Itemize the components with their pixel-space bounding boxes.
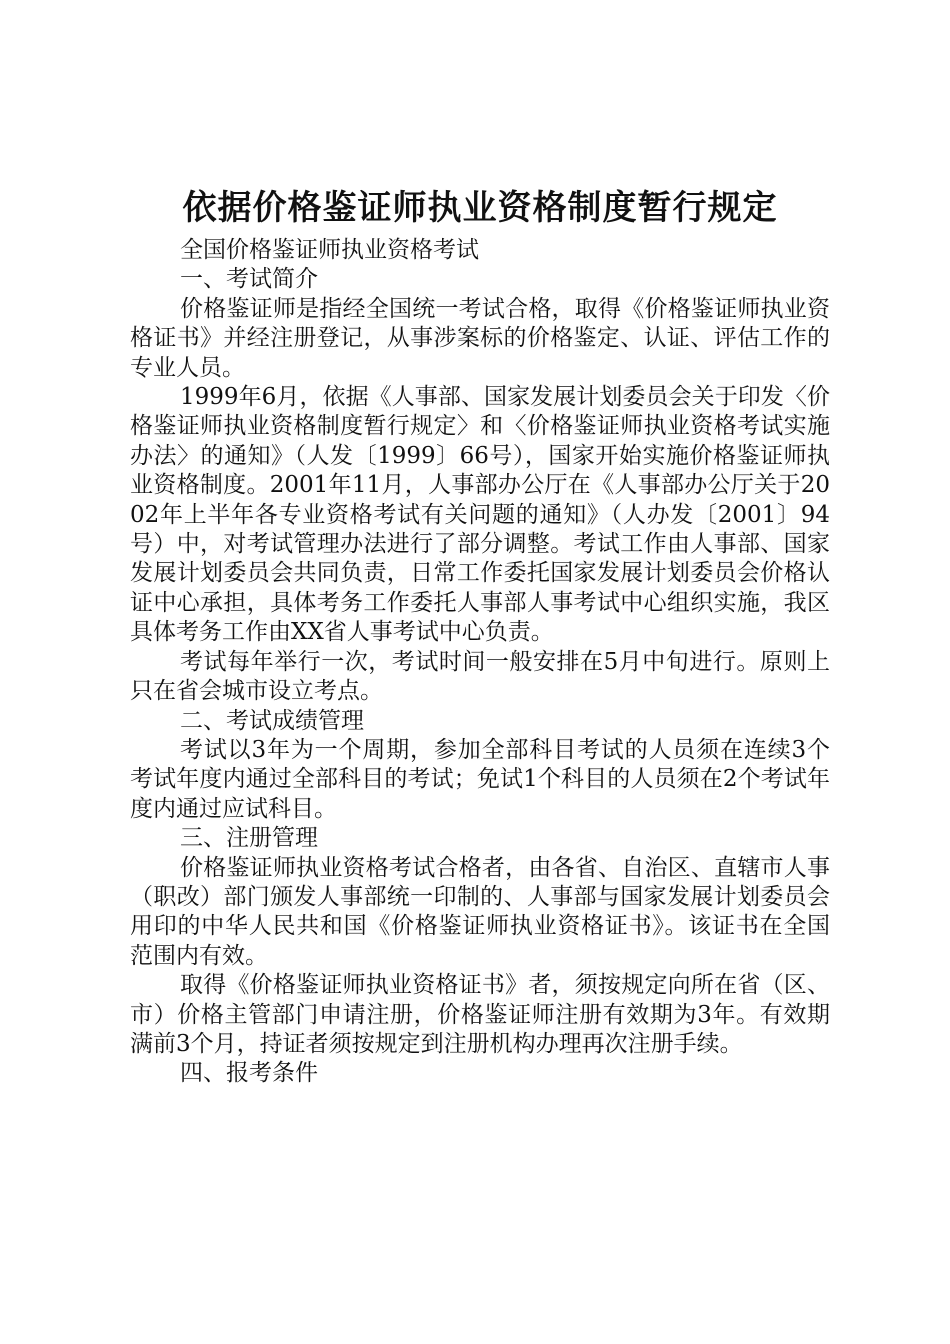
paragraph-certificate-issuance: 价格鉴证师执业资格考试合格者，由各省、自治区、直辖市人事（职改）部门颁发人事部统一印制的、人事部与国家发展计划委员会用印的中华人民共和国《价格鉴证师执业资格证书》。该证书在全国范围内有效。 — [130, 854, 830, 969]
paragraph-definition: 价格鉴证师是指经全国统一考试合格，取得《价格鉴证师执业资格证书》并经注册登记，从事涉案标的价格鉴定、认证、评估工作的专业人员。 — [130, 295, 830, 381]
paragraph-history: 1999年6月，依据《人事部、国家发展计划委员会关于印发〈价格鉴证师执业资格制度暂行规定〉和〈价格鉴证师执业资格考试实施办法〉的通知》（人发〔1999〕66号），国家开始实施价格鉴证师执业资格制度。2001年11月，人事部办公厅在《人事部办公厅关于2002年上半年各专业资格考试有关问题的通知》（人办发〔2001〕94号）中，对考试管理办法进行了部分调整。考试工作由人事部、国家发展计划委员会共同负责，日常工作委托国家发展计划委员会价格认证中心承担，具体考务工作委托人事部人事考试中心组织实施，我区具体考务工作由XX省人事考试中心负责。 — [130, 384, 830, 646]
paragraph-registration-procedure: 取得《价格鉴证师执业资格证书》者，须按规定向所在省（区、市）价格主管部门申请注册，价格鉴证师注册有效期为3年。有效期满前3个月，持证者须按规定到注册机构办理再次注册手续。 — [130, 972, 830, 1057]
section-heading-score-management: 二、考试成绩管理 — [180, 707, 364, 734]
section-heading-exam-intro: 一、考试简介 — [180, 266, 318, 293]
document-page — [130, 180, 830, 1089]
subtitle-exam-name: 全国价格鉴证师执业资格考试 — [180, 237, 479, 263]
section-heading-registration: 三、注册管理 — [180, 825, 318, 852]
paragraph-score-cycle: 考试以3年为一个周期，参加全部科目考试的人员须在连续3个考试年度内通过全部科目的考试；免试1个科目的人员须在2个考试年度内通过应试科目。 — [130, 736, 830, 822]
document-title: 依据价格鉴证师执业资格制度暂行规定 — [182, 188, 778, 228]
section-heading-eligibility: 四、报考条件 — [180, 1060, 318, 1087]
paragraph-exam-schedule: 考试每年举行一次，考试时间一般安排在5月中旬进行。原则上只在省会城市设立考点。 — [130, 648, 830, 705]
